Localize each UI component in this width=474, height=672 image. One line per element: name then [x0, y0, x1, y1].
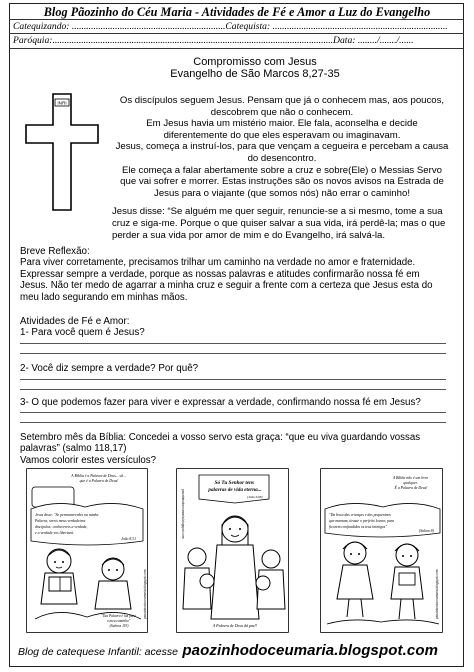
coloring-card-3: [320, 468, 443, 633]
svg-text:"Tua Palavra é luz para: [101, 614, 137, 628]
answer-line[interactable]: [20, 353, 446, 354]
card-2-ref: (João 6,68): [247, 495, 263, 499]
answer-line[interactable]: [20, 379, 446, 380]
divider: [9, 19, 464, 20]
card-3-drawing: [321, 469, 443, 633]
footer: [18, 642, 458, 660]
text-line: perder a sua vida por amor de mim e do Evangelho, irá salvá-la.: [112, 229, 386, 241]
page-title: Blog Pãozinho do Céu Maria - Atividades de Fé e Amor a Luz do Evangelho: [43, 5, 431, 19]
answer-line[interactable]: [20, 343, 446, 344]
text-line: Jesus, começa a instruí-los, para que vençam a cegueira e percebam a causa: [115, 141, 449, 153]
card-1-side-text: paozinhodoceumaria.blogspot.com: [143, 569, 147, 619]
reflection-heading: Breve Reflexão:: [20, 246, 90, 257]
card-1-bubble: e a verdade vos libertará.: [35, 531, 74, 535]
text-line: Jesus. Não ter medo de agarrar a minha cruz e seguir a frente com a certeza que Jesus esta do: [20, 280, 433, 292]
answer-line[interactable]: [20, 412, 446, 413]
card-1-top-text: que é a Palavra de Deus!: [79, 479, 119, 483]
card-1-drawing: [27, 469, 148, 633]
question-3: 3- O que podemos fazer para viver e expressar a verdade, confirmando nossa fé em Jesus?: [20, 397, 421, 408]
divider: [9, 33, 464, 34]
text-line: Os discípulos seguem Jesus. Pensam que já o conhecem mas, aos poucos,: [119, 95, 445, 106]
text-line: Em Jesus havia um mistério maior. Ele fala, aconselha e decide: [146, 118, 418, 130]
lesson-intro: [104, 95, 460, 199]
lesson-subtitle: Evangelho de São Marcos 8,27-35: [170, 68, 340, 80]
card-3-bubble: "Da boca das crianças e dos pequeninos: [329, 513, 391, 517]
question-2: 2- Você diz sempre a verdade? Por quê?: [20, 363, 199, 374]
card-2-side-text: paozinhodoceumaria.blogspot.com: [181, 489, 185, 539]
text-line: Ele começa a falar abertamente sobre a cruz e sobre(Ele) o Messias Servo: [122, 164, 442, 176]
cross-illustration: [25, 93, 99, 211]
card-3-top-text: A Bíblia não é um livro: [392, 476, 429, 480]
card-2-drawing: [177, 469, 289, 633]
text-line: Jesus disse: “Se alguém me quer seguir, renuncie-se a si mesmo, tome a sua: [112, 206, 443, 217]
answer-line[interactable]: [20, 389, 446, 390]
card-2-bottom-text: A Palavra de Deus dá paz!!: [212, 623, 258, 628]
text-line: cruz e siga-me. Porque o que quiser salvar a sua vida, irá perdê-la; mas o que: [112, 217, 446, 229]
text-line: do desencontro.: [247, 152, 317, 164]
reflection-text: [20, 257, 460, 303]
answer-line[interactable]: [20, 422, 446, 423]
card-3-top-text: qualquer.: [403, 481, 418, 485]
card-1-bubble: Palavra, sereis meus verdadeiros: [35, 519, 86, 523]
bible-month-text: [20, 432, 460, 466]
lesson-title: Compromisso com Jesus: [193, 56, 317, 68]
card-1-bottom-text: "Tua Palavra é luz para: [101, 614, 136, 618]
card-3-ref: (Salmo 8): [419, 529, 434, 533]
cross-inri-label: INRI: [57, 100, 67, 106]
card-3-top-text: É a Palavra de Deus!: [394, 486, 428, 490]
activities-heading: Atividades de Fé e Amor:: [20, 316, 130, 327]
footer-url-link[interactable]: paozinhodoceumaria.blogspot.com: [182, 642, 439, 659]
card-1-bottom-text: (Salmos 119): [109, 624, 129, 628]
jesus-quote: [112, 206, 460, 241]
text-line: meu lado segurando em minhas mãos.: [20, 291, 188, 303]
card-2-top-text: palavras de vida eterna...: [208, 487, 262, 493]
text-line: Vamos colorir estes versículos?: [20, 454, 157, 466]
card-3-bubble: ficarem confundidos os teus inimigos": [329, 525, 387, 529]
text-line: Expressar sempre a verdade, porque as nossas palavras e atitudes confirmarão nossa fé em: [20, 268, 420, 280]
text-line: descobrem que não o conhecem.: [210, 106, 354, 118]
card-1-bubble: Jesus disse: "Se permanecerdes na minha: [35, 513, 99, 517]
card-2-top-text: Só Tu Senhor tens: [214, 480, 255, 486]
svg-text:A Bíblia não é um livro: [392, 476, 429, 490]
coloring-card-1: [26, 468, 148, 633]
card-3-bubble: que mamam, tiraste o perfeito louvor, para: [329, 519, 395, 523]
text-line: diferentemente do que eles esperavam ou imaginavam.: [163, 129, 401, 141]
card-1-bubble: discípulos; conhecereis a verdade,: [35, 525, 88, 529]
card-1-ref: João 8,31: [121, 537, 136, 541]
footer-prefix: Blog de catequese Infantil: acesse: [18, 646, 178, 658]
svg-text:Só Tu Senhor tens palavr: [207, 480, 261, 493]
catequizando-field: Catequizando: ................................................................Catequista: .........................................................................: [13, 21, 448, 32]
question-1: 1- Para você quem é Jesus?: [20, 327, 145, 338]
card-1-top-text: A Bíblia é a Palavra de Deus... sã...: [71, 474, 126, 478]
paroquia-field: Paróquia:.....................................................................................................................Data: ......../......./......: [13, 35, 414, 46]
coloring-card-2: [176, 468, 289, 633]
divider: [9, 48, 464, 49]
card-3-side-text: paozinhodoceumaria.blogspot.com: [435, 569, 439, 619]
text-line: que vai sofrer e morrer. Estas instruções são os novos avisos na Estrada de: [120, 176, 444, 188]
text-line: Setembro mês da Bíblia: Concedei a vosso servo esta graça: “que eu viva guardando vossas: [20, 432, 421, 443]
text-line: Jesus para o viajante (que somos nós) não errar o caminho!: [154, 187, 410, 199]
text-line: palavras” (salmo 118,17): [20, 443, 127, 455]
card-1-bottom-text: o meu caminho": [106, 619, 131, 623]
svg-text:A Bíblia é a Palavra de Deus..: [70, 474, 126, 483]
text-line: Para viver corretamente, precisamos trilhar um caminho na verdade no amor e fraternidade.: [20, 257, 416, 268]
